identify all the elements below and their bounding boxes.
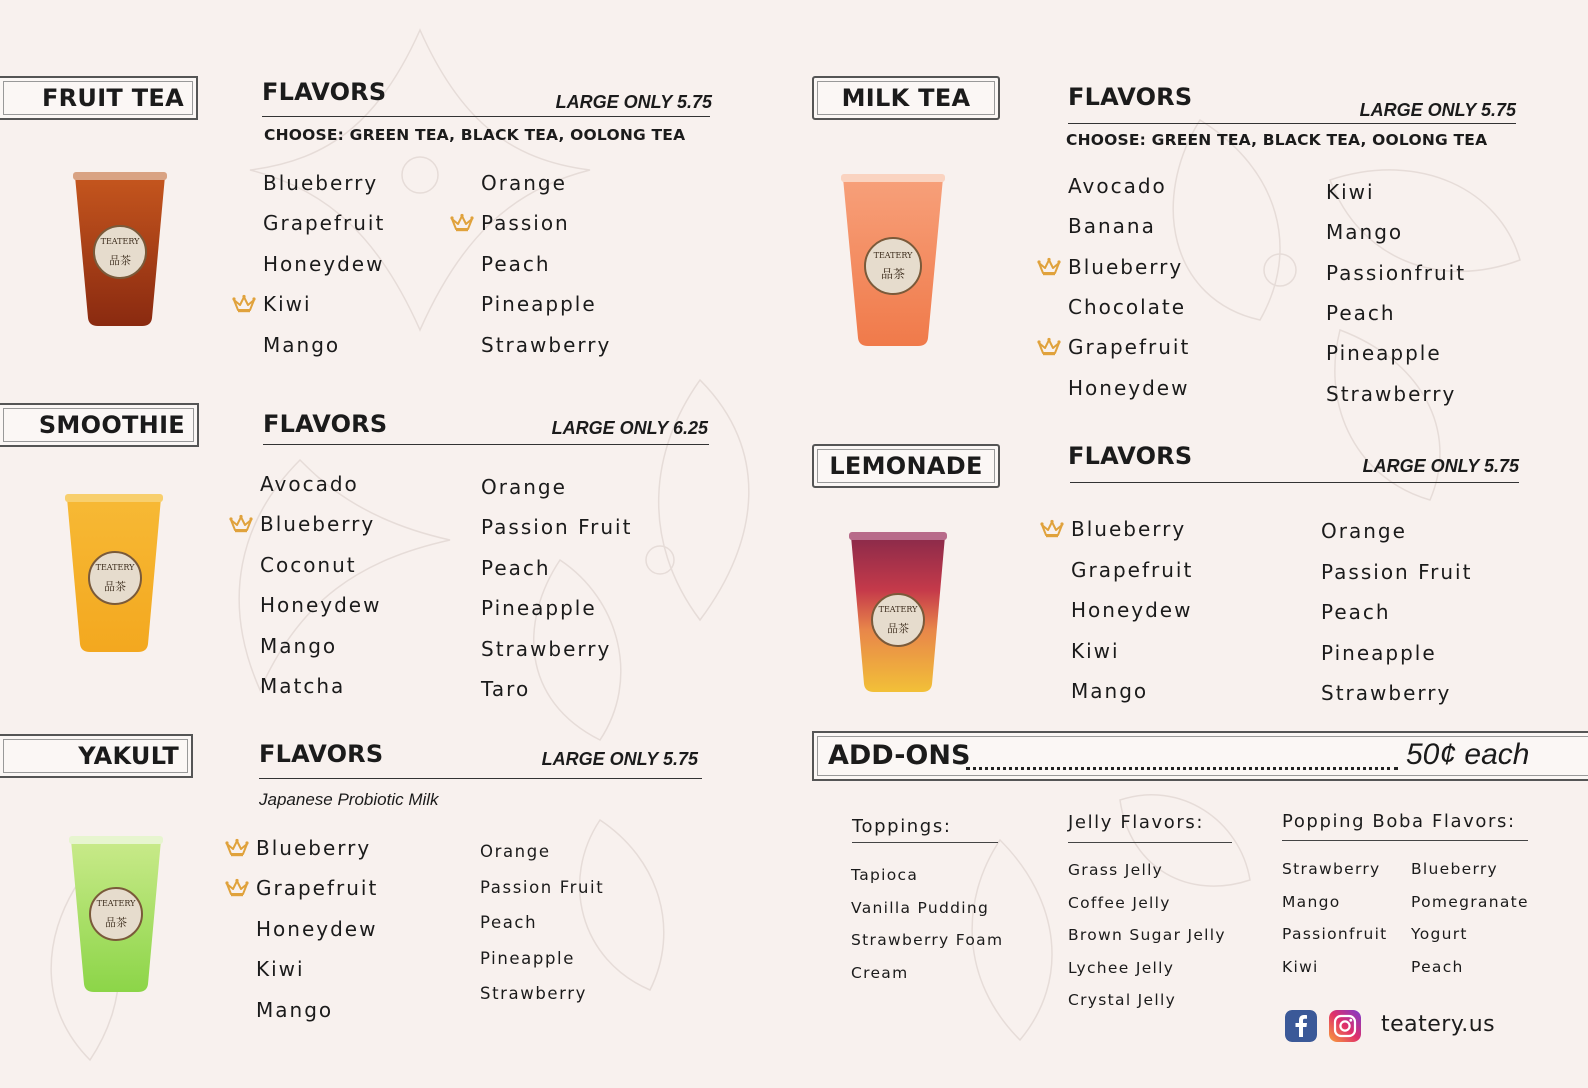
fruit-tea-cup-image [70,166,170,330]
smoothie-flavor-item: Honeydew [260,593,382,618]
yakult-flavor-item: Pineapple [480,948,575,968]
smoothie-cup-image [62,490,166,656]
fruit-tea-flavor-item: Honeydew [263,251,385,276]
crown-icon [450,213,474,233]
toppings-heading: Toppings: [852,816,952,837]
smoothie-cup-brand: TEATERY [95,563,135,572]
yakult-tag [0,734,193,778]
addons-price: 50¢ each [1406,738,1530,771]
fruit-tea-price: LARGE ONLY 5.75 [555,92,712,112]
milk-tea-flavor-item: Mango [1326,220,1404,245]
lemonade-flavor-item: Passion Fruit [1321,559,1473,584]
fruit-tea-flavor-item: Kiwi [263,292,312,317]
lemonade-cup-brand: TEATERY [878,605,918,614]
smoothie-flavor-item: Peach [481,555,551,580]
lemonade-flavor-item: Kiwi [1071,638,1120,663]
smoothie-flavor-item: Taro [481,677,531,701]
topping-item: Vanilla Pudding [851,898,990,917]
fruit-tea-flavor-item: Mango [263,332,341,357]
lemonade-flavor-item: Orange [1321,519,1407,543]
yakult-cup-chinese: 品茶 [105,916,127,929]
fruit-tea-choose: CHOOSE: GREEN TEA, BLACK TEA, OOLONG TEA [264,126,686,144]
facebook-icon[interactable] [1285,1010,1317,1042]
lemonade-tag [812,444,1000,488]
crown-icon [232,294,256,314]
smoothie-flavor-item: Orange [481,475,567,499]
smoothie-flavor-item: Mango [260,633,338,658]
milk-tea-flavor-item: Chocolate [1068,294,1187,319]
fruit-tea-cup-brand: TEATERY [100,237,140,246]
yakult-rule [259,778,702,779]
yakult-cup-image [66,826,166,996]
lemonade-flavor-item: Grapefruit [1071,557,1194,582]
milk-tea-flavor-item: Kiwi [1326,180,1375,204]
lemonade-title: LEMONADE [829,452,983,480]
lemonade-cup-chinese: 品茶 [887,622,909,635]
jelly-heading: Jelly Flavors: [1068,812,1205,833]
yakult-flavors-heading: FLAVORS [259,740,384,768]
milk-tea-flavor-item: Banana [1068,214,1156,239]
milk-tea-flavor-item: Strawberry [1326,381,1457,406]
smoothie-title: SMOOTHIE [38,411,185,439]
smoothie-flavor-item: Blueberry [260,512,376,537]
crown-icon [1037,337,1061,357]
fruit-tea-flavor-item: Strawberry [481,332,612,357]
yakult-price: LARGE ONLY 5.75 [541,749,698,769]
website-link[interactable]: teatery.us [1381,1012,1496,1037]
yakult-flavor-item: Honeydew [256,916,378,941]
smoothie-flavor-item: Pineapple [481,596,597,621]
lemonade-flavor-item: Honeydew [1071,598,1193,622]
jelly-rule [1068,842,1232,843]
milk-tea-flavor-item: Peach [1326,300,1396,325]
yakult-flavor-item: Grapefruit [256,876,379,901]
crown-icon [225,838,249,858]
milk-tea-price: LARGE ONLY 5.75 [1359,100,1516,120]
yakult-cup-brand: TEATERY [96,899,136,908]
yakult-flavor-item: Blueberry [256,836,372,860]
boba-rule [1282,840,1528,841]
addons-leader-dots [966,745,1398,770]
yakult-flavor-item: Passion Fruit [480,877,605,897]
boba-item: Pomegranate [1411,892,1529,911]
milk-tea-flavor-item: Passionfruit [1326,260,1467,285]
boba-item: Kiwi [1282,957,1319,976]
topping-item: Cream [851,963,909,982]
milk-tea-flavor-item: Avocado [1068,174,1167,198]
milk-tea-title: MILK TEA [841,84,971,112]
smoothie-flavor-item: Strawberry [481,636,612,661]
smoothie-flavor-item: Passion Fruit [481,515,633,540]
milk-tea-flavor-item: Grapefruit [1068,335,1191,360]
toppings-rule [852,842,998,843]
smoothie-flavor-item: Matcha [260,674,346,698]
crown-icon [1037,257,1061,277]
fruit-tea-cup-chinese: 品茶 [109,254,131,267]
topping-item: Strawberry Foam [851,931,1004,950]
milk-tea-rule [1068,123,1516,124]
yakult-flavor-item: Peach [480,913,538,932]
yakult-subtitle: Japanese Probiotic Milk [259,790,439,809]
milk-tea-cup-brand: TEATERY [873,251,913,260]
boba-item: Strawberry [1282,860,1381,878]
yakult-flavor-item: Orange [480,842,551,861]
fruit-tea-flavor-item: Peach [481,251,551,276]
yakult-flavor-item: Kiwi [256,957,305,982]
milk-tea-choose: CHOOSE: GREEN TEA, BLACK TEA, OOLONG TEA [1066,131,1488,149]
fruit-tea-tag [0,76,198,120]
crown-icon [229,514,253,534]
fruit-tea-flavor-item: Orange [481,171,567,195]
jelly-item: Grass Jelly [1068,861,1164,879]
boba-item: Yogurt [1411,925,1468,944]
lemonade-flavor-item: Peach [1321,600,1391,624]
lemonade-flavor-item: Blueberry [1071,517,1187,541]
fruit-tea-flavor-item: Blueberry [263,171,379,195]
lemonade-flavor-item: Mango [1071,679,1149,703]
jelly-item: Crystal Jelly [1068,991,1177,1010]
jelly-item: Coffee Jelly [1068,893,1171,912]
milk-tea-flavors-heading: FLAVORS [1068,83,1193,111]
addons-title: ADD-ONS [828,740,971,771]
lemonade-flavor-item: Pineapple [1321,640,1437,665]
milk-tea-cup-chinese: 品茶 [880,267,906,281]
milk-tea-flavor-item: Pineapple [1326,341,1442,366]
smoothie-price: LARGE ONLY 6.25 [551,418,708,438]
yakult-flavor-item: Strawberry [480,984,587,1003]
milk-tea-flavor-item: Blueberry [1068,254,1184,279]
smoothie-rule [263,444,709,445]
lemonade-flavor-item: Strawberry [1321,681,1452,705]
lemonade-cup-image [846,528,950,696]
lemonade-rule [1070,482,1519,483]
lemonade-flavors-heading: FLAVORS [1068,442,1193,470]
instagram-icon[interactable] [1329,1010,1361,1042]
smoothie-flavors-heading: FLAVORS [263,410,388,438]
boba-item: Peach [1411,957,1464,976]
topping-item: Tapioca [851,866,919,884]
smoothie-tag [0,403,199,447]
yakult-flavor-item: Mango [256,997,334,1022]
smoothie-cup-chinese: 品茶 [104,580,126,593]
fruit-tea-flavors-heading: FLAVORS [262,78,387,106]
crown-icon [225,878,249,898]
lemonade-price: LARGE ONLY 5.75 [1362,456,1519,476]
smoothie-flavor-item: Avocado [260,472,359,496]
jelly-item: Lychee Jelly [1068,958,1175,977]
boba-item: Passionfruit [1282,925,1388,944]
crown-icon [1040,519,1064,539]
fruit-tea-flavor-item: Passion [481,211,570,236]
fruit-tea-flavor-item: Grapefruit [263,211,386,236]
yakult-title: YAKULT [78,742,179,770]
smoothie-flavor-item: Coconut [260,552,357,577]
milk-tea-cup-image [838,168,948,350]
milk-tea-flavor-item: Honeydew [1068,375,1190,400]
boba-heading: Popping Boba Flavors: [1282,811,1516,832]
fruit-tea-title: FRUIT TEA [41,84,184,112]
milk-tea-tag [812,76,1000,120]
boba-item: Blueberry [1411,860,1499,878]
fruit-tea-rule [262,116,710,117]
jelly-item: Brown Sugar Jelly [1068,926,1226,945]
boba-item: Mango [1282,892,1341,911]
fruit-tea-flavor-item: Pineapple [481,292,597,317]
